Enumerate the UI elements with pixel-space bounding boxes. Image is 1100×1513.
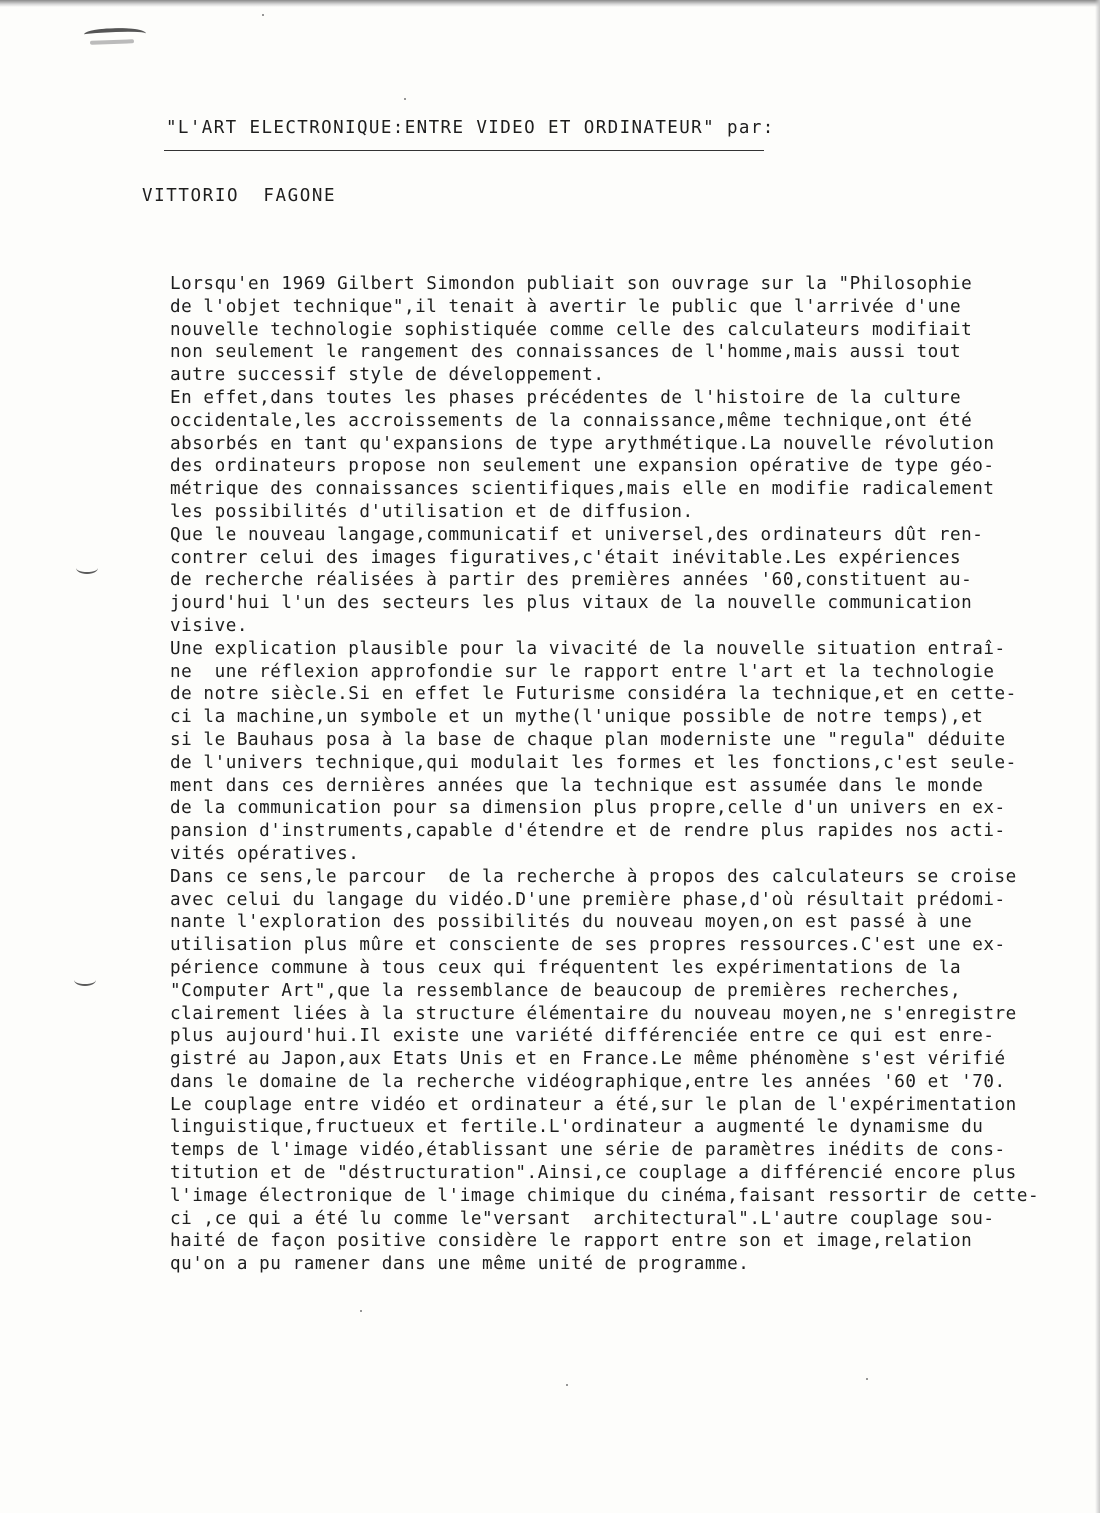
text-line: Dans ce sens,le parcour de la recherche à propos des calculateurs se croise <box>170 866 1017 887</box>
text-line: En effet,dans toutes les phases précédentes de l'histoire de la culture <box>170 387 962 408</box>
text-line: vités opératives. <box>170 843 360 864</box>
text-line: périence commune à tous ceux qui fréquentent les expérimentations de la <box>170 957 962 978</box>
scan-speck <box>566 1384 568 1386</box>
text-line: de l'univers technique,qui modulait les formes et les fonctions,c'est seule- <box>170 752 1017 773</box>
text-line: temps de l'image vidéo,établissant une série de paramètres inédits de cons- <box>170 1140 1006 1161</box>
text-line: occidentale,les accroissements de la connaissance,même technique,ont été <box>170 410 973 431</box>
text-line: clairement liées à la structure élémentaire du nouveau moyen,ne s'enregistre <box>170 1003 1017 1024</box>
scan-speck <box>262 14 264 16</box>
text-line: titution et de "déstructuration".Ainsi,ce couplage a différencié encore plus <box>170 1163 1017 1184</box>
text-line: utilisation plus mûre et consciente de ses propres ressources.C'est une ex- <box>170 935 1006 956</box>
text-line: autre successif style de développement. <box>170 365 605 386</box>
text-line: de notre siècle.Si en effet le Futurisme considéra la technique,et en cette- <box>170 684 1017 705</box>
text-line: pansion d'instruments,capable d'étendre et de rendre plus rapides nos acti- <box>170 821 1006 842</box>
text-line: haité de façon positive considère le rapport entre son et image,relation <box>170 1231 973 1252</box>
scan-speck <box>360 1310 362 1312</box>
text-line: l'image électronique de l'image chimique du cinéma,faisant ressortir de cette- <box>170 1185 1040 1206</box>
text-line: de l'objet technique",il tenait à avertir le public que l'arrivée d'une <box>170 296 962 317</box>
text-line: Une explication plausible pour la vivacité de la nouvelle situation entraî- <box>170 638 1006 659</box>
body-text <box>170 273 1040 1276</box>
text-line: ment dans ces dernières années que la technique est assumée dans le monde <box>170 775 984 796</box>
text-line: avec celui du langage du vidéo.D'une première phase,d'où résultait prédomi- <box>170 889 1006 910</box>
text-line: les possibilités d'utilisation et de diffusion. <box>170 501 694 522</box>
text-line: si le Bauhaus posa à la base de chaque plan moderniste une "regula" déduite <box>170 729 1006 750</box>
text-line: ci ,ce qui a été lu comme le"versant architectural".L'autre couplage sou- <box>170 1208 995 1229</box>
text-line: contrer celui des images figuratives,c'était inévitable.Les expériences <box>170 547 962 568</box>
title-underline <box>164 150 764 151</box>
author-name: VITTORIO FAGONE <box>142 186 337 206</box>
text-line: Le couplage entre vidéo et ordinateur a été,sur le plan de l'expérimentation <box>170 1094 1017 1115</box>
scan-speck <box>866 1378 868 1380</box>
text-line: nouvelle technologie sophistiquée comme celle des calculateurs modifiait <box>170 319 973 340</box>
text-line: des ordinateurs propose non seulement une expansion opérative de type géo- <box>170 456 995 477</box>
text-line: plus aujourd'hui.Il existe une variété différenciée entre ce qui est enre- <box>170 1026 995 1047</box>
text-line: Que le nouveau langage,communicatif et universel,des ordinateurs dût ren- <box>170 524 984 545</box>
text-line: Lorsqu'en 1969 Gilbert Simondon publiait son ouvrage sur la "Philosophie <box>170 274 973 294</box>
text-line: non seulement le rangement des connaissances de l'homme,mais aussi tout <box>170 342 962 363</box>
text-line: visive. <box>170 615 248 636</box>
text-line: "Computer Art",que la ressemblance de beaucoup de premières recherches, <box>170 980 962 1001</box>
text-line: de la communication pour sa dimension plus propre,celle d'un univers en ex- <box>170 798 1006 819</box>
text-line: linguistique,fructueux et fertile.L'ordinateur a augmenté le dynamisme du <box>170 1117 984 1138</box>
punch-hole-mark <box>76 562 98 574</box>
text-line: dans le domaine de la recherche vidéographique,entre les années '60 et '70. <box>170 1071 1006 1092</box>
text-line: de recherche réalisées à partir des premières années '60,constituent au- <box>170 570 973 591</box>
scan-right-edge <box>1095 0 1100 1513</box>
punch-hole-mark <box>74 974 96 986</box>
text-line: absorbés en tant qu'expansions de type arythmétique.La nouvelle révolution <box>170 433 995 454</box>
staple-shadow <box>90 39 134 45</box>
scan-top-edge <box>0 0 1100 7</box>
text-line: gistré au Japon,aux Etats Unis et en France.Le même phénomène s'est vérifié <box>170 1049 1006 1070</box>
text-line: jourd'hui l'un des secteurs les plus vitaux de la nouvelle communication <box>170 593 973 614</box>
text-line: nante l'exploration des possibilités du nouveau moyen,on est passé à une <box>170 912 973 933</box>
text-line: métrique des connaissances scientifiques,mais elle en modifie radicalement <box>170 479 995 500</box>
scan-speck <box>404 98 406 100</box>
text-line: qu'on a pu ramener dans une même unité de programme. <box>170 1254 750 1275</box>
document-title: "L'ART ELECTRONIQUE:ENTRE VIDEO ET ORDINATEUR" par: <box>166 118 775 138</box>
text-line: ci la machine,un symbole et un mythe(l'unique possible de notre temps),et <box>170 707 984 728</box>
text-line: ne une réflexion approfondie sur le rapport entre l'art et la technologie <box>170 661 995 682</box>
